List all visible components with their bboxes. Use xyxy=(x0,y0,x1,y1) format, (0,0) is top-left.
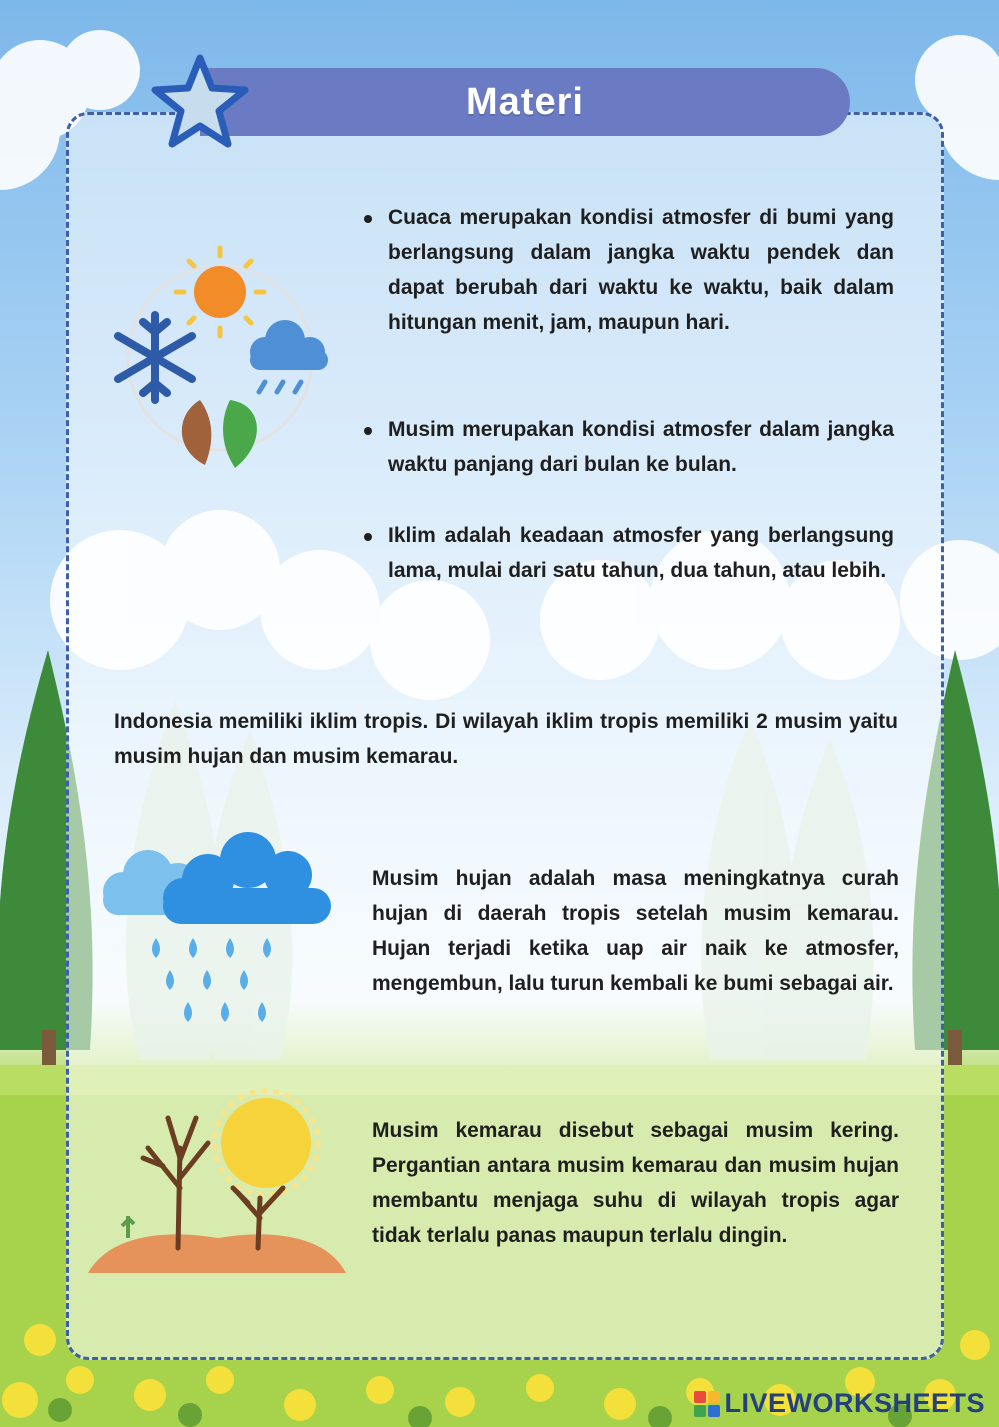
bullet-dot xyxy=(364,427,372,435)
weather-seasons-icon xyxy=(105,240,335,475)
bullet-iklim: Iklim adalah keadaan atmosfer yang berlangsung lama, mulai dari satu tahun, dua tahun, atau lebih. xyxy=(388,524,894,582)
leaf-icon xyxy=(182,400,257,468)
watermark-text: LIVEWORKSHEETS xyxy=(724,1388,985,1418)
rain-cloud-icon xyxy=(98,830,338,1035)
dry-season-paragraph: Musim kemarau disebut sebagai musim kering. Pergantian antara musim kemarau dan musim hujan membantu menjaga suhu di wilayah tropis agar tidak terlalu panas maupun terlalu dingin. xyxy=(372,1119,899,1247)
liveworksheets-logo-icon xyxy=(694,1391,720,1417)
bullet-musim: Musim merupakan kondisi atmosfer dalam jangka waktu panjang dari bulan ke bulan. xyxy=(388,418,894,476)
rain-cloud-icon xyxy=(250,320,328,392)
watermark xyxy=(694,1388,985,1419)
rainy-season-paragraph: Musim hujan adalah masa meningkatnya curah hujan di daerah tropis setelah musim kemarau. Hujan terjadi ketika uap air naik ke atmosfer, mengembun, lalu turun kembali ke bumi sebagai air. xyxy=(372,867,899,995)
page-title: Materi xyxy=(466,80,584,123)
dry-season-icon xyxy=(88,1088,346,1278)
bullet-dot xyxy=(364,215,372,223)
bullet-dot xyxy=(364,533,372,541)
intro-paragraph: Indonesia memiliki iklim tropis. Di wilayah iklim tropis memiliki 2 musim yaitu musim hujan dan musim kemarau. xyxy=(114,710,898,768)
title-banner xyxy=(200,68,850,136)
bullet-cuaca: Cuaca merupakan kondisi atmosfer di bumi yang berlangsung dalam jangka waktu pendek dan dapat berubah dari waktu ke waktu, baik dalam hitungan menit, jam, maupun hari. xyxy=(388,206,894,334)
star-icon xyxy=(148,52,252,152)
sun-icon xyxy=(176,248,264,336)
